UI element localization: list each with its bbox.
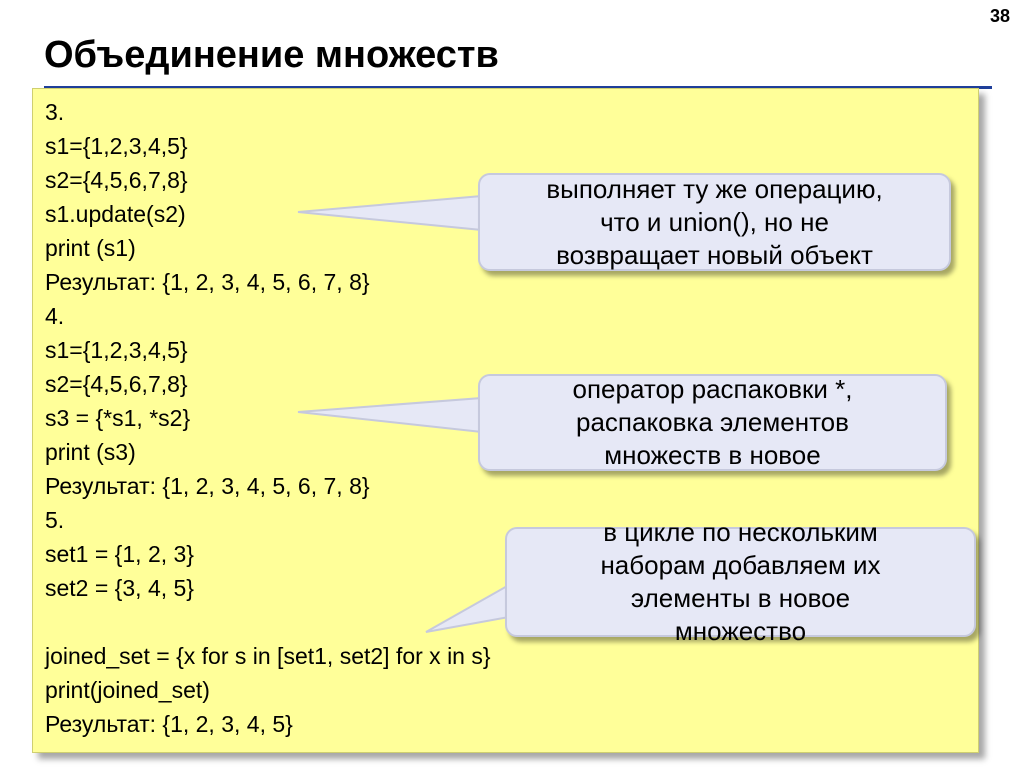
code-line: Результат: {1, 2, 3, 4, 5, 6, 7, 8} xyxy=(45,473,370,499)
callout-text-line: что и union(), но не xyxy=(600,206,829,237)
callout-unpacking xyxy=(478,374,947,471)
callout-loop xyxy=(505,517,976,646)
callout-text-line: возвращает новый объект xyxy=(556,239,873,270)
callout-text-line: множеств в новое xyxy=(604,440,821,470)
slide-title: Объединение множеств xyxy=(44,34,499,76)
callout-text-line: множество xyxy=(674,616,807,646)
code-line: 3. xyxy=(45,99,65,125)
code-line: s2={4,5,6,7,8} xyxy=(45,371,188,397)
code-line: s3 = {*s1, *s2} xyxy=(45,405,191,431)
code-line: Результат: {1, 2, 3, 4, 5} xyxy=(45,711,293,737)
code-line: print(joined_set) xyxy=(45,677,210,703)
callout-text-line: в цикле по нескольким xyxy=(603,517,878,547)
callout-text-line: наборам добавляем их xyxy=(600,550,881,580)
code-line: 5. xyxy=(45,507,65,533)
code-line: set1 = {1, 2, 3} xyxy=(45,541,194,567)
code-line: Результат: {1, 2, 3, 4, 5, 6, 7, 8} xyxy=(45,269,370,295)
code-line: set2 = {3, 4, 5} xyxy=(45,575,194,601)
code-line: 4. xyxy=(45,303,65,329)
callout-text-line: выполняет ту же операцию, xyxy=(546,173,883,204)
callout-text-line: элементы в новое xyxy=(630,583,851,613)
callout-pointer-2 xyxy=(298,398,482,432)
code-line: s1={1,2,3,4,5} xyxy=(45,133,188,159)
callout-pointer-3 xyxy=(426,585,509,632)
code-line: print (s1) xyxy=(45,235,136,261)
code-line: s1.update(s2) xyxy=(45,201,186,227)
code-line: joined_set = {x for s in [set1, set2] for x in s} xyxy=(45,643,491,669)
callout-update xyxy=(478,173,951,271)
code-line: s2={4,5,6,7,8} xyxy=(45,167,188,193)
code-line: s1={1,2,3,4,5} xyxy=(45,337,188,363)
callout-text-line: оператор распаковки *, xyxy=(572,374,853,404)
slide-number: 38 xyxy=(989,6,1010,26)
callout-text-line: распаковка элементов xyxy=(576,407,849,437)
code-line: print (s3) xyxy=(45,439,136,465)
callout-pointer-1 xyxy=(298,196,482,230)
